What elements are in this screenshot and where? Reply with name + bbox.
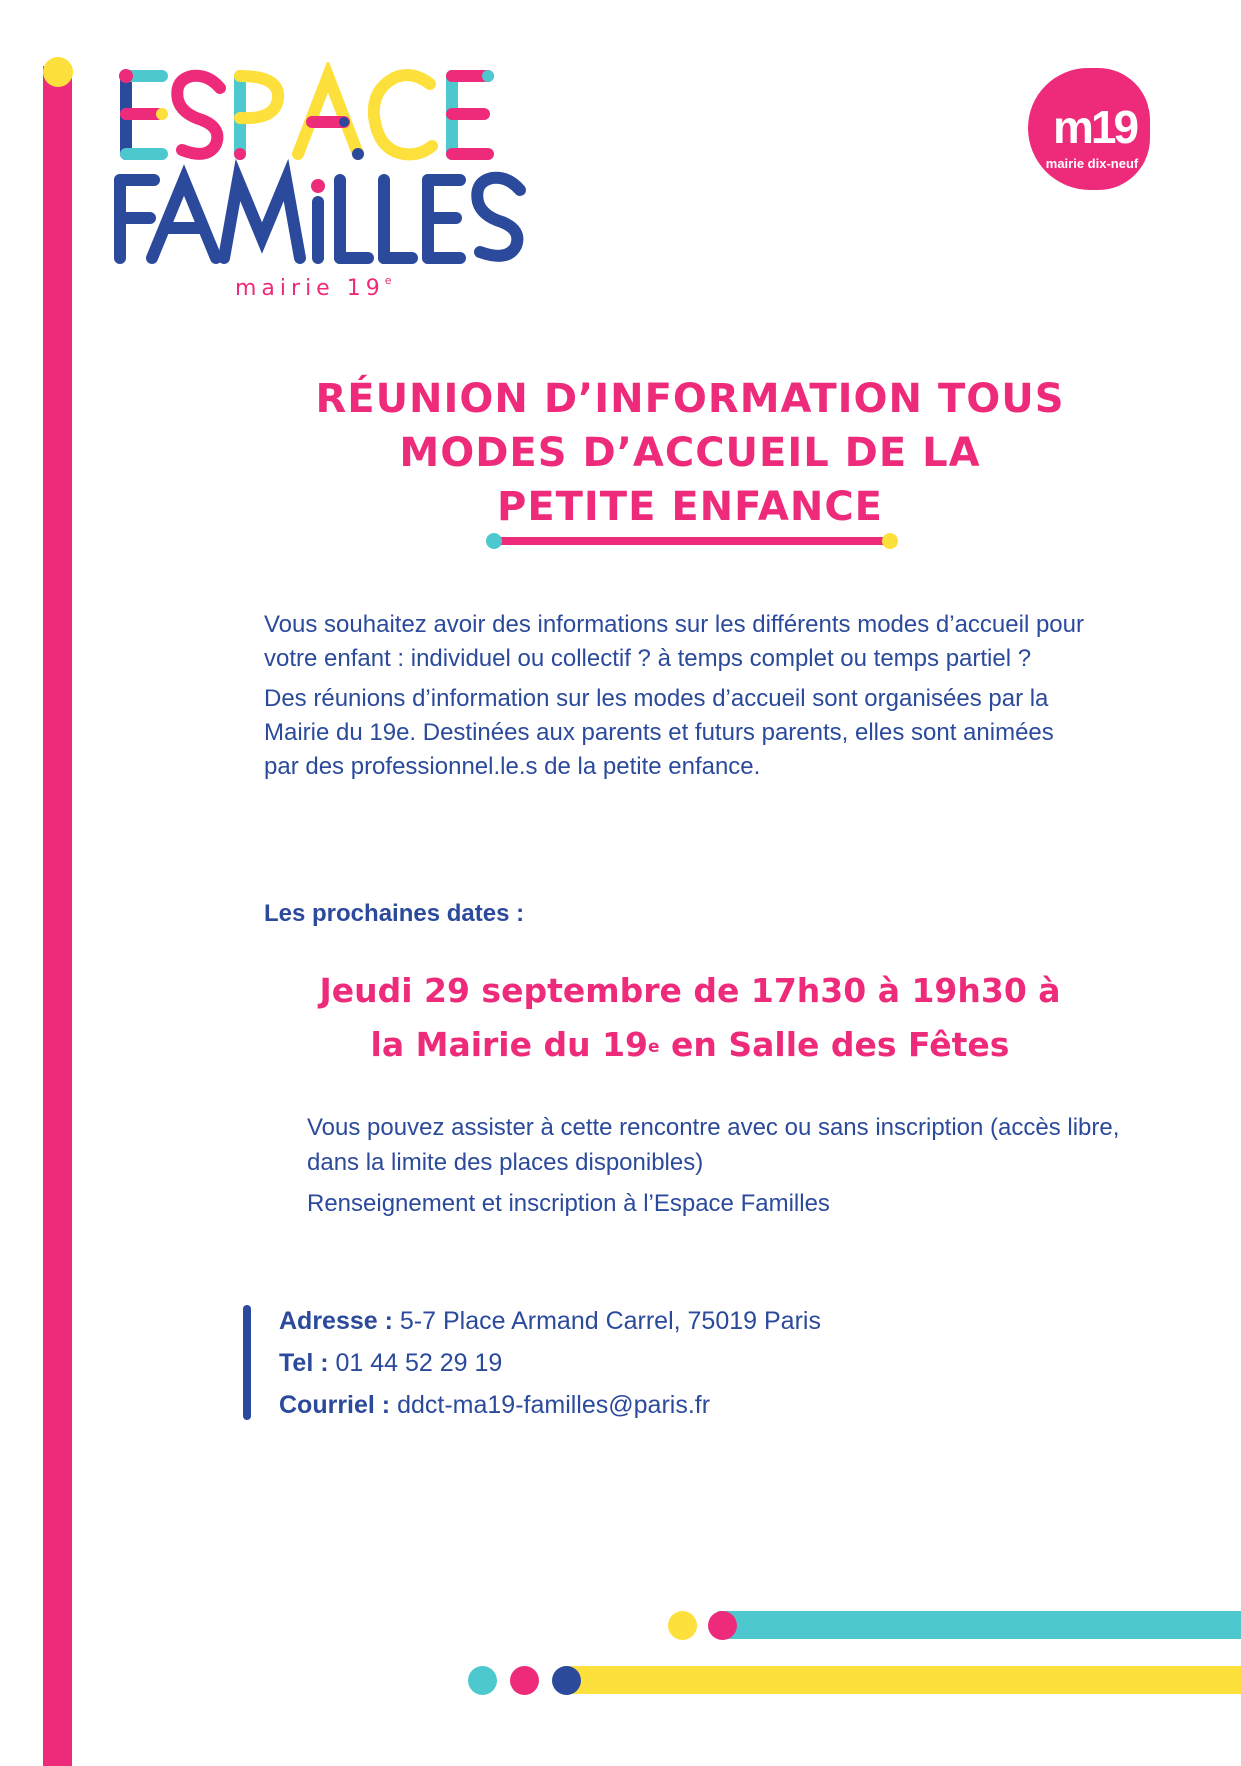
intro-text: [264, 608, 1084, 790]
contact-block: [279, 1300, 821, 1426]
espace-familles-logo: [112, 62, 552, 312]
badge-number: m19: [1052, 101, 1137, 153]
badge-dot: [1148, 102, 1157, 111]
badge-label: mairie dix-neuf: [1045, 156, 1139, 171]
logo-subtitle: mairie 19e: [235, 274, 392, 301]
decor-dot-yellow: [668, 1611, 697, 1640]
bottom-stripe-yellow: [563, 1666, 1241, 1694]
left-bar-dot: [43, 57, 73, 87]
info-paragraph-2: Renseignement et inscription à l’Espace Familles: [307, 1190, 830, 1217]
decor-dot-blue: [552, 1666, 581, 1695]
event-details: [250, 964, 1130, 1072]
underline-dot-right: [882, 533, 898, 549]
contact-tel: Tel : 01 44 52 29 19: [279, 1349, 503, 1377]
info-text: [307, 1110, 1137, 1227]
page-title: [150, 372, 1230, 534]
intro-paragraph-1: Vous souhaitez avoir des informations sur les différents modes d’accueil pour votre enfant : individuel ou collectif ? à temps complet ou temps partiel ?: [264, 611, 1084, 672]
contact-accent-bar: [243, 1305, 251, 1420]
title-line-2: MODES D’ACCUEIL DE LA: [399, 430, 981, 476]
info-paragraph-1: Vous pouvez assister à cette rencontre avec ou sans inscription (accès libre, dans la limite des places disponibles): [307, 1114, 1120, 1176]
decor-dot-pink-2: [510, 1666, 539, 1695]
email-link[interactable]: ddct-ma19-familles@paris.fr: [397, 1391, 711, 1419]
intro-paragraph-2: Des réunions d’information sur les modes d’accueil sont organisées par la Mairie du 19e. Destinées aux parents et futurs parents, elles sont animées par des professionnel.le.s de la petite enfance.: [264, 685, 1054, 780]
event-line-2: la Mairie du 19e en Salle des Fêtes: [370, 1025, 1010, 1064]
decor-dot-pink: [708, 1611, 737, 1640]
contact-email: Courriel : ddct-ma19-familles@paris.fr: [279, 1391, 711, 1419]
decor-dot-cyan: [468, 1666, 497, 1695]
underline-dot-left: [486, 533, 502, 549]
next-dates-label: Les prochaines dates :: [264, 900, 525, 927]
left-decorative-bar: [43, 66, 72, 1766]
event-line-1: Jeudi 29 septembre de 17h30 à 19h30 à: [319, 971, 1061, 1010]
title-underline: [491, 537, 893, 545]
bottom-stripe-cyan: [718, 1611, 1241, 1639]
title-line-1: RÉUNION D’INFORMATION TOUS: [315, 376, 1065, 422]
contact-address: Adresse : 5-7 Place Armand Carrel, 75019 Paris: [279, 1307, 821, 1335]
title-line-3: PETITE ENFANCE: [497, 484, 883, 530]
